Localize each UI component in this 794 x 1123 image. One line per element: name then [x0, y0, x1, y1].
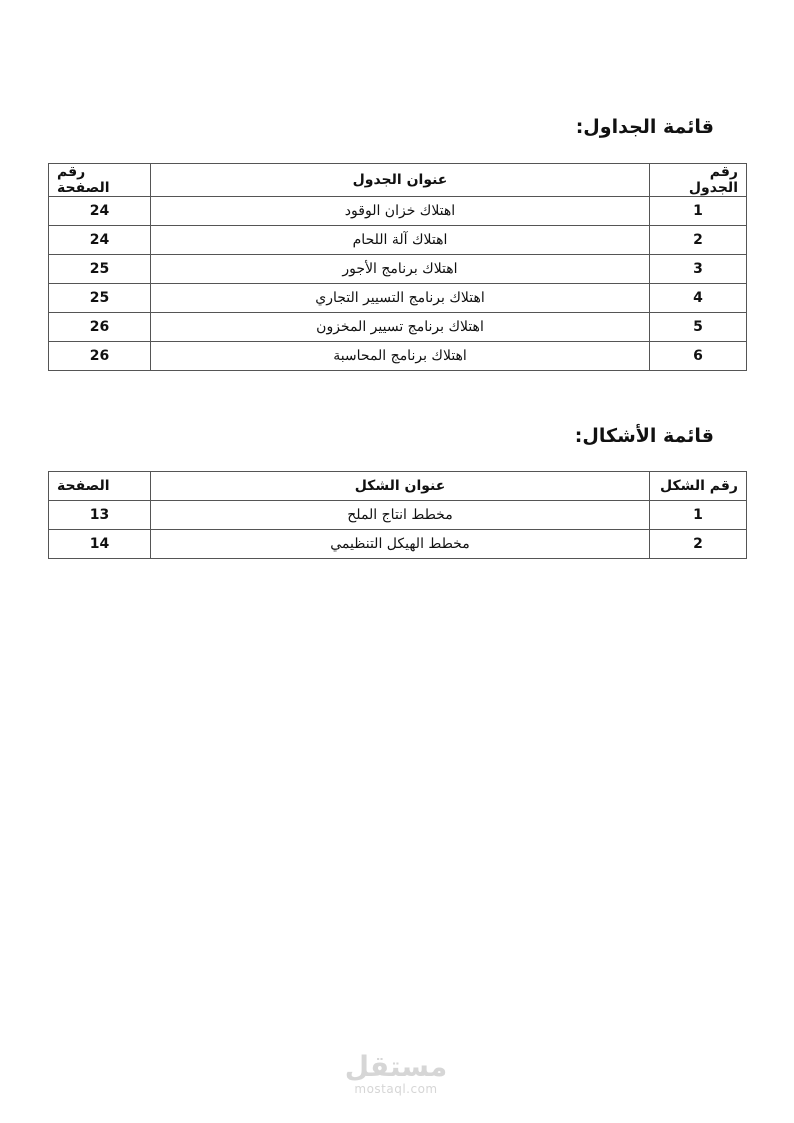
- header-figure-title: عنوان الشكل: [151, 472, 650, 501]
- row-title: اهتلاك برنامج تسيير المخزون: [151, 313, 650, 342]
- row-title: اهتلاك برنامج الأجور: [151, 255, 650, 284]
- row-title: اهتلاك برنامج المحاسبة: [151, 342, 650, 371]
- row-title: مخطط انتاج الملح: [151, 501, 650, 530]
- row-page: 13: [49, 501, 151, 530]
- row-number: 2: [650, 530, 747, 559]
- table-row: [49, 197, 747, 226]
- header-page-number: رقم الصفحة: [49, 164, 151, 197]
- table-row: [49, 342, 747, 371]
- header-figure-number: رقم الشكل: [650, 472, 747, 501]
- header-table-title: عنوان الجدول: [151, 164, 650, 197]
- row-title: اهتلاك برنامج التسيير التجاري: [151, 284, 650, 313]
- mostaql-watermark: [340, 1052, 452, 1096]
- row-title: اهتلاك آلة اللحام: [151, 226, 650, 255]
- row-page: 25: [49, 255, 151, 284]
- table-header-row: [49, 164, 747, 197]
- table-row: [49, 530, 747, 559]
- row-number: 5: [650, 313, 747, 342]
- row-number: 2: [650, 226, 747, 255]
- header-page: الصفحة: [49, 472, 151, 501]
- table-header-row: [49, 472, 747, 501]
- watermark-url: mostaql.com: [354, 1082, 438, 1096]
- table-row: [49, 501, 747, 530]
- row-page: 25: [49, 284, 151, 313]
- table-row: [49, 255, 747, 284]
- row-page: 24: [49, 226, 151, 255]
- row-page: 26: [49, 313, 151, 342]
- table-row: [49, 226, 747, 255]
- row-number: 1: [650, 501, 747, 530]
- table-row: [49, 313, 747, 342]
- row-page: 26: [49, 342, 151, 371]
- tables-list-title: قائمة الجداول:: [575, 116, 714, 138]
- row-number: 3: [650, 255, 747, 284]
- row-title: اهتلاك خزان الوقود: [151, 197, 650, 226]
- tables-list-table: [48, 163, 747, 371]
- row-page: 24: [49, 197, 151, 226]
- header-table-number: رقم الجدول: [650, 164, 747, 197]
- row-title: مخطط الهيكل التنظيمي: [151, 530, 650, 559]
- figures-list-title: قائمة الأشكال:: [574, 425, 714, 447]
- row-number: 4: [650, 284, 747, 313]
- table-row: [49, 284, 747, 313]
- watermark-logo-text: مستقل: [344, 1050, 448, 1083]
- row-number: 1: [650, 197, 747, 226]
- row-page: 14: [49, 530, 151, 559]
- figures-list-table: [48, 471, 747, 559]
- row-number: 6: [650, 342, 747, 371]
